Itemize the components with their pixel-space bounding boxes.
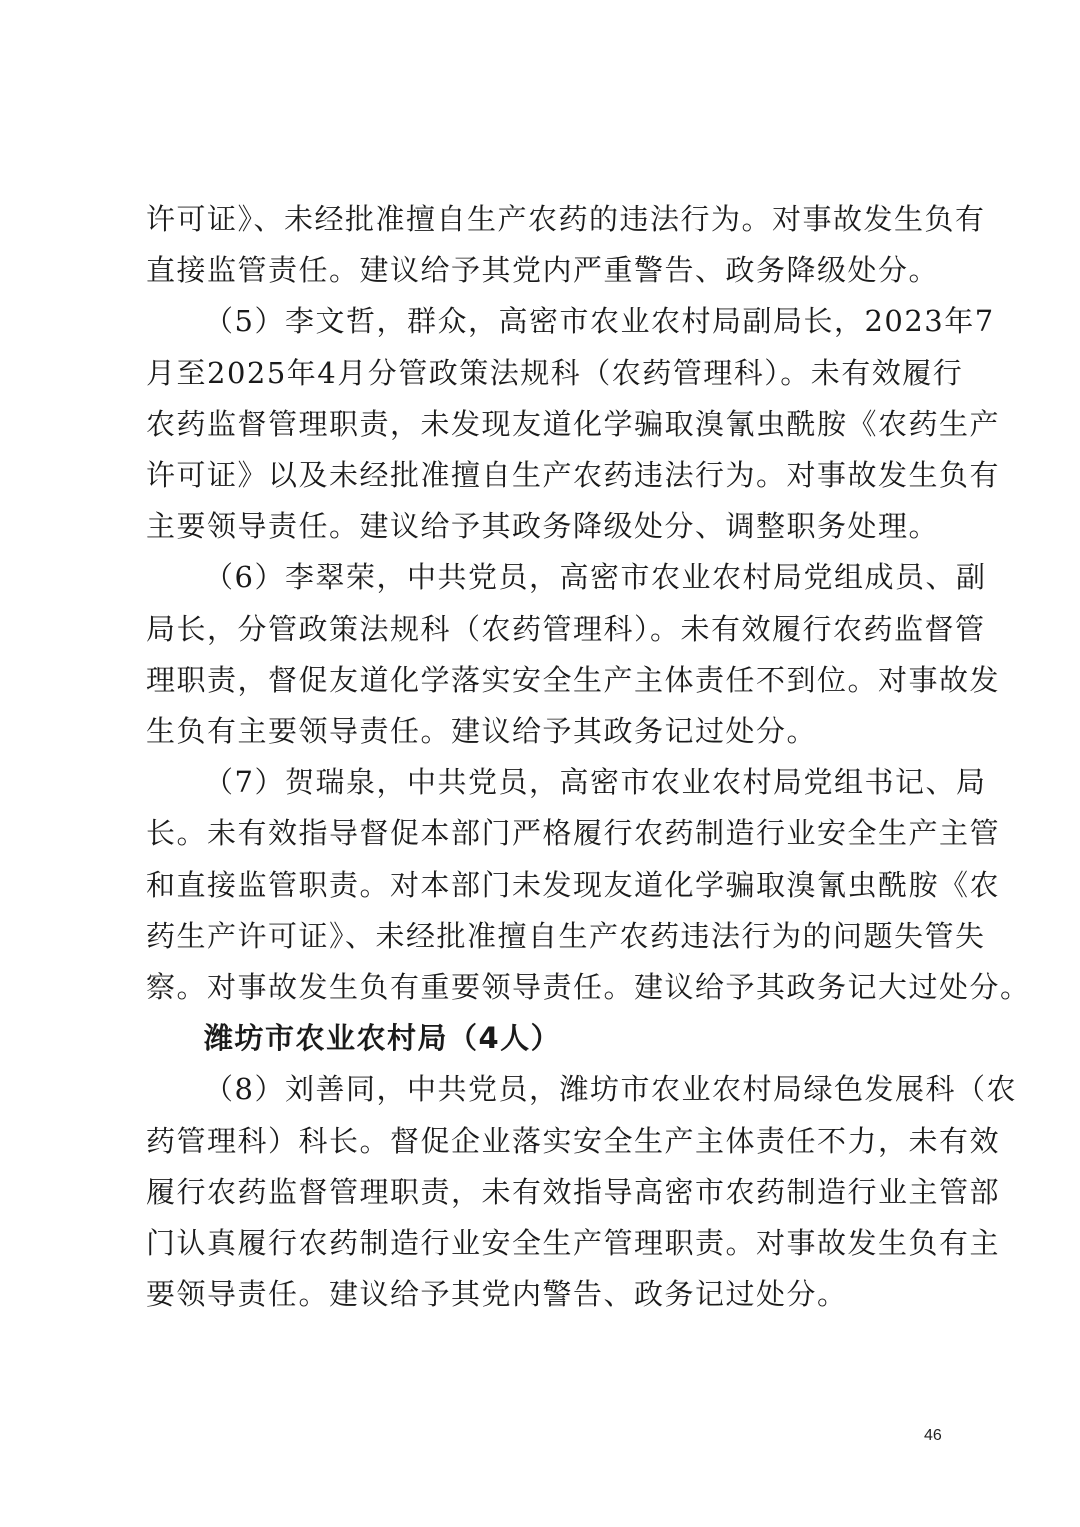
- text-line: 要领导责任。建议给予其党内警告、政务记过处分。: [146, 1277, 848, 1312]
- text-line: 理职责，督促友道化学落实安全生产主体责任不到位。对事故发: [146, 662, 1001, 697]
- section-heading-text: 潍坊市农业农村局（4人）: [204, 1021, 562, 1056]
- text-line: 履行农药监督管理职责，未有效指导高密市农药制造行业主管部: [146, 1174, 1001, 1209]
- body-text: [146, 194, 1031, 1320]
- text-line: 药管理科）科长。督促企业落实安全生产主体责任不力，未有效: [146, 1123, 1001, 1158]
- paragraph-item-7: [146, 757, 1031, 1013]
- text-line: 主要领导责任。建议给予其政务降级处分、调整职务处理。: [146, 509, 940, 544]
- text-line: 药生产许可证》、未经批准擅自生产农药违法行为的问题失管失: [146, 918, 986, 953]
- paragraph-item-6: [146, 552, 1001, 757]
- page-number: 46: [924, 1427, 942, 1444]
- text-line: 许可证》以及未经批准擅自生产农药违法行为。对事故发生负有: [146, 458, 1001, 493]
- text-line: 许可证》、未经批准擅自生产农药的违法行为。对事故发生负有: [146, 202, 986, 236]
- text-line: 局长，分管政策法规科（农药管理科）。未有效履行农药监督管: [146, 611, 986, 646]
- paragraph-continuation: [146, 194, 986, 296]
- text-line: 察。对事故发生负有重要领导责任。建议给予其政务记大过处分。: [146, 970, 1031, 1005]
- text-line: 门认真履行农药制造行业安全生产管理职责。对事故发生负有主: [146, 1226, 1001, 1261]
- paragraph-item-5: [146, 296, 1001, 552]
- text-line: （8）刘善同，中共党员，潍坊市农业农村局绿色发展科（农: [204, 1072, 1017, 1107]
- text-line: 生负有主要领导责任。建议给予其政务记过处分。: [146, 714, 818, 749]
- text-line: （5）李文哲，群众，高密市农业农村局副局长，2023年7: [204, 304, 995, 339]
- text-line: （6）李翠荣，中共党员，高密市农业农村局党组成员、副: [204, 560, 987, 595]
- text-line: 和直接监管职责。对本部门未发现友道化学骗取溴氰虫酰胺《农: [146, 867, 1001, 902]
- text-line: 长。未有效指导督促本部门严格履行农药制造行业安全生产主管: [146, 816, 1001, 851]
- text-line: 直接监管责任。建议给予其党内严重警告、政务降级处分。: [146, 253, 940, 288]
- text-line: 月至2025年4月分管政策法规科（农药管理科）。未有效履行: [146, 355, 964, 390]
- paragraph-item-8: [146, 1064, 1017, 1320]
- text-line: （7）贺瑞泉，中共党员，高密市农业农村局党组书记、局: [204, 765, 987, 800]
- section-heading: [146, 1013, 946, 1064]
- text-line: 农药监督管理职责，未发现友道化学骗取溴氰虫酰胺《农药生产: [146, 406, 1001, 441]
